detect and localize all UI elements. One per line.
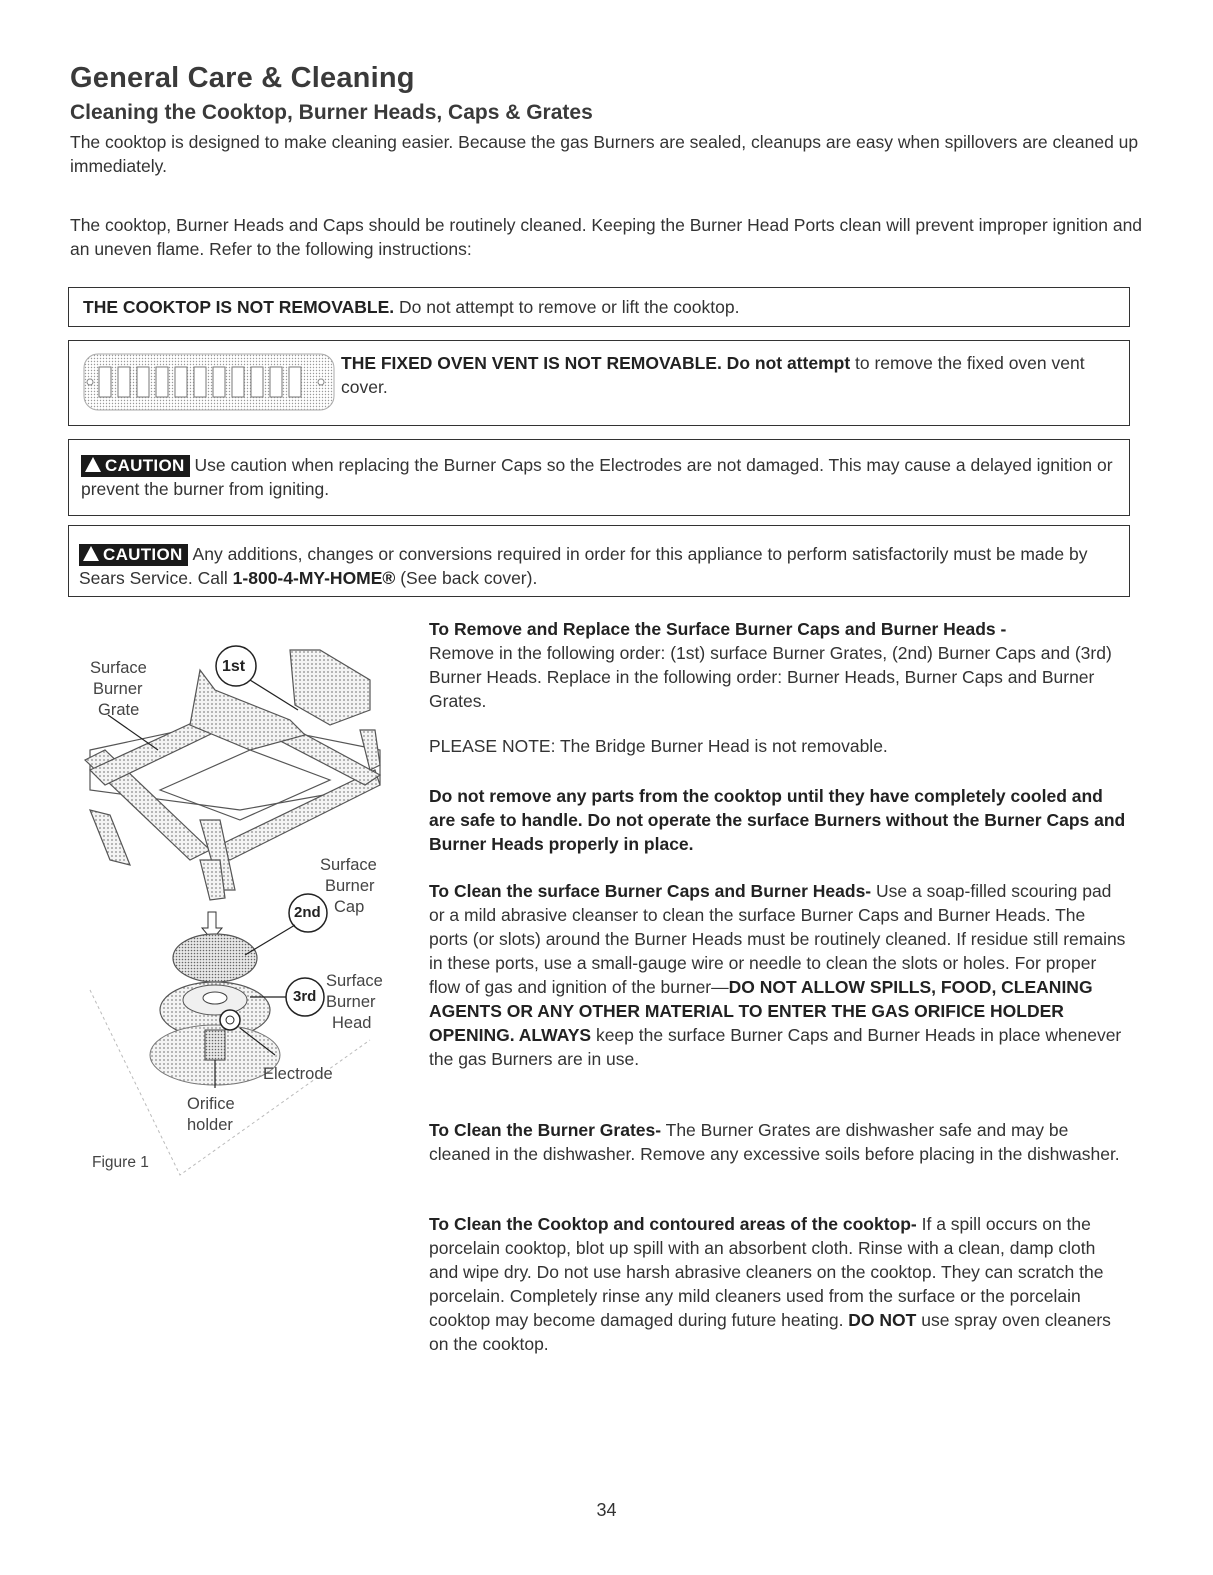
cooktop-notice-box bbox=[68, 287, 1130, 327]
service-phone-number: 1-800-4-MY-HOME® bbox=[232, 568, 396, 588]
step-1st: 1st bbox=[222, 658, 246, 675]
clean-caps-warning: DO NOT ALLOW SPILLS, FOOD, CLEANING AGENTS OR ANY OTHER MATERIAL TO ENTER THE GAS ORIFICE HOLDER OPENING. ALWAYS bbox=[429, 977, 1093, 1045]
intro-paragraph-1: The cooktop is designed to make cleaning easier. Because the gas Burners are sealed, cleanups are easy when spillovers are cleaned up immediately. bbox=[70, 132, 1139, 176]
clean-cooktop-section bbox=[429, 1212, 1129, 1356]
step-3rd: 3rd bbox=[293, 988, 317, 1005]
cooktop-notice-bold: THE COOKTOP IS NOT REMOVABLE. bbox=[83, 297, 395, 317]
vent-notice-bold: THE FIXED OVEN VENT IS NOT REMOVABLE. Do not attempt bbox=[341, 353, 851, 373]
please-note: PLEASE NOTE: The Bridge Burner Head is not removable. bbox=[429, 736, 888, 756]
clean-cooktop-heading: To Clean the Cooktop and contoured areas of the cooktop- bbox=[429, 1214, 917, 1234]
caution-box-service bbox=[68, 525, 1130, 597]
caution-text-service: Any additions, changes or conversions required in order for this appliance to perform satisfactorily must be made by Sears Service. Call bbox=[79, 544, 1088, 588]
safety-warning: Do not remove any parts from the cooktop until they have completely cooled and are safe to handle. Do not operate the surface Burners without the Burner Caps and Burner Heads properly in place. bbox=[429, 786, 1126, 854]
caution-badge: CAUTION bbox=[79, 544, 188, 566]
clean-grates-text: The Burner Grates are dishwasher safe and may be cleaned in the dishwasher. Remove any excessive soils before placing in the dishwasher. bbox=[429, 1120, 1120, 1164]
cooktop-notice-text: Do not attempt to remove or lift the cooktop. bbox=[394, 297, 740, 317]
page-title: General Care & Cleaning bbox=[70, 62, 415, 94]
section-subtitle: Cleaning the Cooktop, Burner Heads, Caps & Grates bbox=[70, 101, 593, 124]
remove-replace-text: Remove in the following order: (1st) surface Burner Grates, (2nd) Burner Caps and (3rd) Burner Heads. Replace in the following order: Burner Heads, Burner Caps and Burner Grates. bbox=[429, 643, 1112, 711]
warning-triangle-icon bbox=[83, 546, 99, 561]
caution-box-electrodes bbox=[68, 439, 1130, 516]
figure-burner-assembly bbox=[70, 610, 415, 1190]
vent-notice-text: to remove the fixed oven vent cover. bbox=[341, 353, 1085, 397]
label-surface-burner-cap: Surface Burner Cap bbox=[320, 856, 377, 916]
vent-notice-box bbox=[68, 340, 1130, 426]
warning-triangle-icon bbox=[85, 457, 101, 472]
intro-paragraph-2: The cooktop, Burner Heads and Caps should be routinely cleaned. Keeping the Burner Head Ports clean will prevent improper ignition and an uneven flame. Refer to the following instructions: bbox=[70, 215, 1143, 259]
caution-badge: CAUTION bbox=[81, 455, 190, 477]
clean-grates-section bbox=[429, 1118, 1129, 1166]
clean-caps-text-end: keep the surface Burner Caps and Burner Heads in place whenever the gas Burners are in use. bbox=[429, 1025, 1122, 1069]
clean-caps-text: Use a soap-filled scouring pad or a mild abrasive cleanser to clean the surface Burner Caps and Burner Heads. The ports (or slots) around the Burner Heads must be routinely cleaned. If residue still remains in these ports, use a small-gauge wire or needle to clean the slots or holes. For proper flow of gas and ignition of the burner— bbox=[429, 881, 1126, 997]
label-electrode: Electrode bbox=[263, 1065, 333, 1083]
remove-replace-section bbox=[429, 617, 1129, 713]
label-surface-burner-head: Surface Burner Head bbox=[326, 972, 383, 1032]
clean-caps-section bbox=[429, 879, 1129, 1071]
label-surface-burner-grate: Surface Burner Grate bbox=[90, 659, 147, 719]
page-number: 34 bbox=[596, 1500, 617, 1520]
clean-caps-heading: To Clean the surface Burner Caps and Burner Heads- bbox=[429, 881, 872, 901]
remove-replace-heading: To Remove and Replace the Surface Burner Caps and Burner Heads - bbox=[429, 619, 1007, 639]
label-orifice-holder: Orifice holder bbox=[187, 1095, 235, 1134]
caution-text-service-end: (See back cover). bbox=[395, 568, 538, 588]
clean-cooktop-warning: DO NOT bbox=[848, 1310, 917, 1330]
caution-text-electrodes: Use caution when replacing the Burner Caps so the Electrodes are not damaged. This may cause a delayed ignition or prevent the burner from igniting. bbox=[81, 455, 1113, 499]
oven-vent-icon bbox=[81, 351, 339, 415]
clean-cooktop-text: If a spill occurs on the porcelain cooktop, blot up spill with an absorbent cloth. Rinse with a clean, damp cloth and wipe dry. Do not use harsh abrasive cleaners on the cooktop. They can scratch the porcelain. Completely rinse any mild cleaners used from the surface or the porcelain cooktop may become damaged during future heating. bbox=[429, 1214, 1104, 1330]
clean-cooktop-text-end: use spray oven cleaners on the cooktop. bbox=[429, 1310, 1111, 1354]
figure-caption: Figure 1 bbox=[92, 1154, 149, 1171]
clean-grates-heading: To Clean the Burner Grates- bbox=[429, 1120, 662, 1140]
step-2nd: 2nd bbox=[294, 904, 321, 921]
